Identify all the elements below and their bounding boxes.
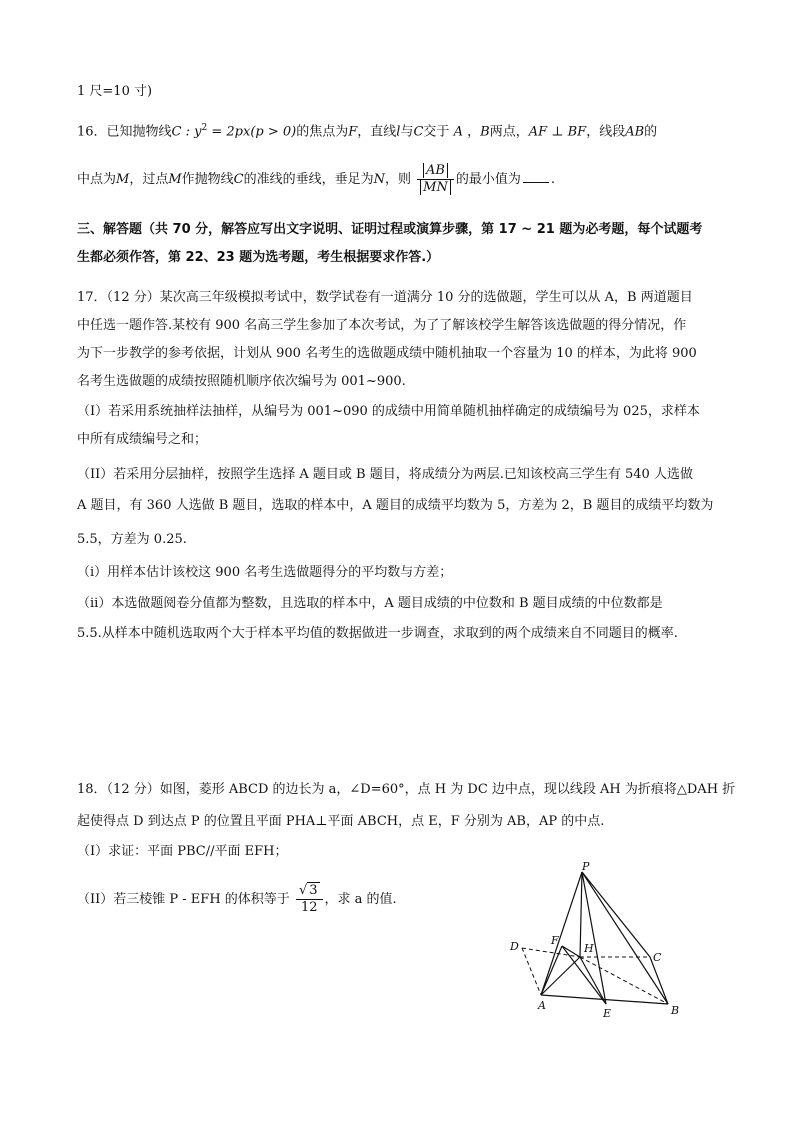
q16-text-b: 的焦点为 (296, 124, 349, 140)
q16-l2-c: 作抛物线 (181, 172, 234, 187)
q16-l2-f: 的最小值为 (455, 172, 521, 187)
q16-cond: (p > 0) (250, 124, 297, 140)
label-D: D (510, 940, 519, 953)
q17-line-6: 中所有成绩编号之和； (77, 432, 208, 447)
q16-frac-num: AB (423, 163, 448, 178)
q17-line-3: 为下一步教学的参考依据，计划从 900 名考生的选做题成绩中随机抽取一个容量为 10 的样本，为此将 900 (77, 346, 697, 361)
pyramid-figure (500, 862, 700, 1022)
q16-perp: AF ⊥ BF (528, 124, 587, 140)
q17-line-12: 5.5.从样本中随机选取两个大于样本平均值的数据做进一步调查，求取到的两个成绩来自不同题目的概率. (77, 626, 678, 641)
q17-line-1: 17．（12 分）某次高三年级模拟考试中，数学试卷有一道满分 10 分的选做题，学生可以从 A，B 两道题目 (77, 290, 693, 305)
q16-F: F (348, 124, 358, 140)
q16-l2-a: 中点为 (77, 172, 117, 187)
unit-note: 1 尺=10 寸) (77, 84, 153, 99)
q17-line-4: 名考生选做题的成绩按照随机顺序依次编号为 001~900. (77, 374, 406, 389)
q16-line2: 中点为M，过点M作抛物线C的准线的垂线，垂足为N，则 $\frac{AB}{MN}$ 的最小值为 . (77, 163, 556, 195)
label-A: A (538, 999, 546, 1012)
q16-fraction (417, 163, 454, 196)
q16-l2-d: 的准线的垂线，垂足为 (243, 172, 374, 187)
q16-text-e: 交于 (423, 124, 450, 140)
q16-curve: C : y (171, 124, 202, 140)
q18-line-3: （I）求证：平面 PBC//平面 EFH； (77, 844, 288, 859)
q18-sqrt: 3 (309, 883, 318, 898)
section3-heading: 三、解答题（共 70 分，解答应写出文字说明、证明过程或演算步骤，第 17 ~ 21 题为必考题，每个试题考 (77, 222, 703, 237)
section3-heading-2: 生都必须作答，第 22、23 题为选考题，考生根据要求作答.） (77, 250, 440, 265)
q17-line-11: （ii）本选做题阅卷分值都为整数，且选取的样本中，A 题目成绩的中位数和 B 题目成绩的中位数都是 (77, 596, 663, 611)
label-C: C (653, 951, 662, 964)
label-F: F (551, 934, 559, 947)
q17-line-5: （I）若采用系统抽样法抽样，从编号为 001~090 的成绩中用简单随机抽样确定的成绩编号为 025，求样本 (77, 404, 700, 419)
q18-den: 12 (300, 900, 318, 915)
q18-line-1: 18．（12 分）如图，菱形 ABCD 的边长为 a，∠D=60°，点 H 为 DC 边中点，现以线段 AH 为折痕将△DAH 折 (77, 782, 736, 797)
q18-l4-a: （II）若三棱锥 P - EFH 的体积等于 (77, 892, 290, 907)
q16-N: N (373, 172, 386, 187)
q16-A: A (453, 124, 463, 140)
q16-C2: C (233, 172, 244, 187)
label-H: H (584, 942, 594, 955)
q16-l2-e: ，则 (385, 172, 412, 187)
q16-M: M (116, 172, 130, 187)
q17-line-7: （II）若采用分层抽样，按照学生选择 A 题目或 B 题目，将成绩分为两层.已知该校高三学生有 540 人选做 (77, 467, 693, 482)
q17-line-9: 5.5，方差为 0.25. (77, 532, 187, 547)
q16-text-h: ，线段 (586, 124, 626, 140)
q16-frac-den: MN (420, 180, 451, 195)
label-E: E (603, 1007, 612, 1020)
q16-text-i: 的 (644, 124, 658, 140)
q17-line-2: 中任选一题作答.某校有 900 名高三学生参加了本次考试，为了了解该校学生解答该选做题的得分情况，作 (77, 318, 687, 333)
answer-blank (523, 170, 549, 183)
q16-text: 16．已知抛物线 (77, 124, 172, 140)
q17-line-8: A 题目，有 360 人选做 B 题目，选取的样本中，A 题目的成绩平均数为 5，方差为 2，B 题目的成绩平均数为 (77, 498, 714, 513)
q16-text-f: ， (467, 124, 481, 140)
q16-l2-b: ，过点 (129, 172, 169, 187)
label-P: P (582, 862, 590, 873)
q16-M2: M (168, 172, 182, 187)
q16-B: B (480, 124, 490, 140)
q16-C: C (413, 124, 424, 140)
q16-text-d: 与 (400, 124, 414, 140)
q16-text-g: 两点， (489, 124, 529, 140)
q18-line-4 (77, 880, 397, 920)
q17-line-10: （i）用样本估计该校这 900 名考生选做题得分的平均数与方差； (77, 565, 453, 580)
q18-line-2: 起使得点 D 到达点 P 的位置且平面 PHA⊥平面 ABCH，点 E，F 分别为 AB，AP 的中点. (77, 814, 605, 829)
q18-l4-b: ，求 a 的值. (324, 892, 397, 907)
q16-line1: 16．已知抛物线C : $y^2 = 2px(p > 0)$的焦点为F，直线l与C交于 A ，B两点，AF ⊥ BF，线段AB的 (77, 123, 658, 140)
q16-eq: = 2px (207, 124, 251, 140)
q16-l: l (396, 124, 401, 140)
q16-text-c: ，直线 (357, 124, 397, 140)
label-B: B (671, 1004, 680, 1017)
q16-AB: AB (625, 124, 645, 140)
q18-fraction: $\frac{√ 3}{12}$ (296, 883, 323, 916)
